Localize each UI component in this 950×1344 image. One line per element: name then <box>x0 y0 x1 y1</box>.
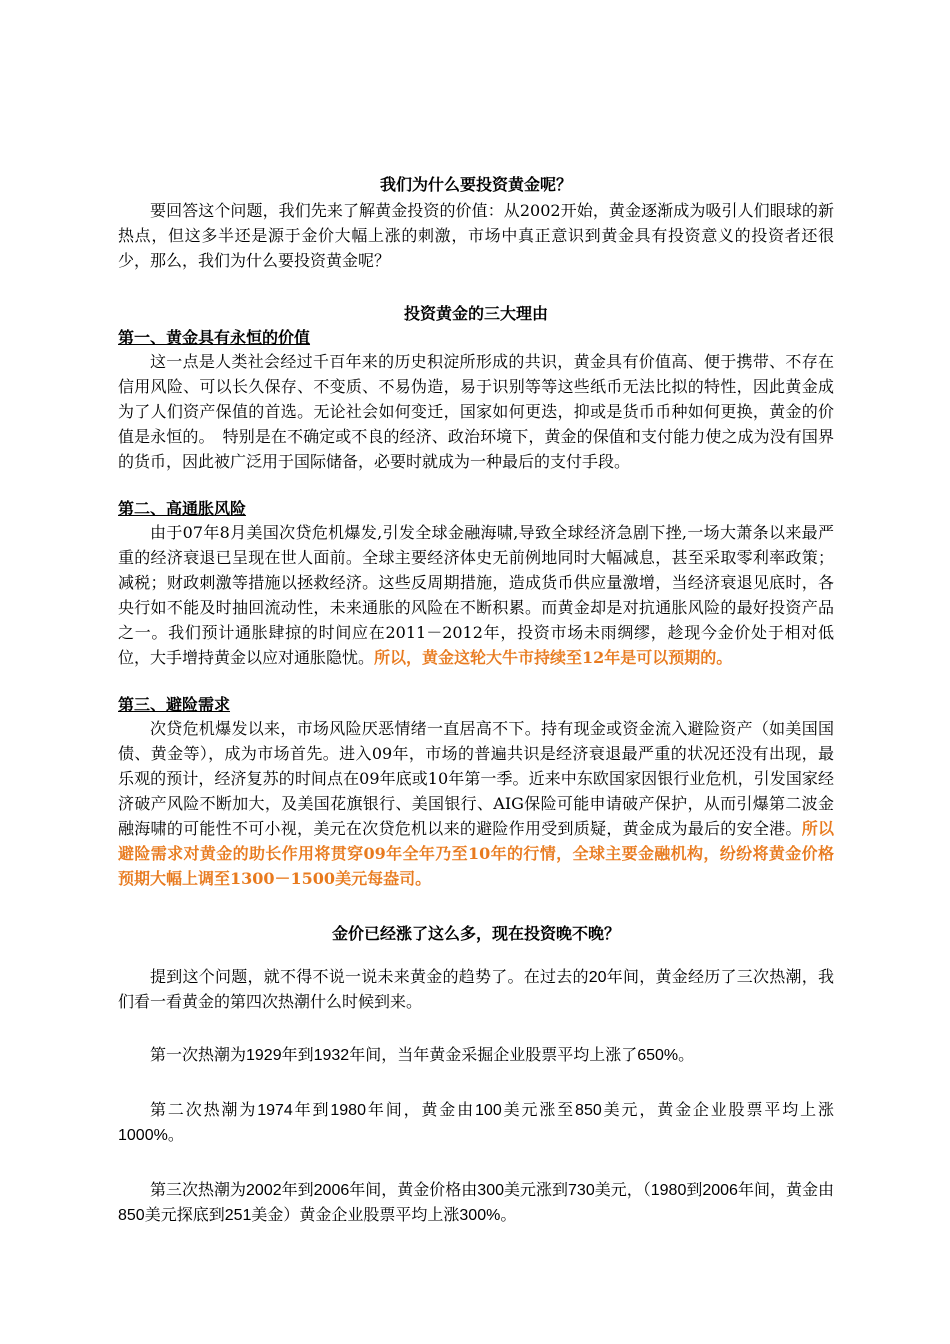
document-body <box>118 172 834 1228</box>
reason2-body: 由于07年8月美国次贷危机爆发,引发全球金融海啸,导致全球经济急剧下挫,一场大萧条以来最严重的经济衰退已呈现在世人面前。全球主要经济体史无前例地同时大幅减息，甚至采取零利率政策；减税；财政刺激等措施以拯救经济。这些反周期措施，造成货币供应量激增，当经济衰退见底时，各央行如不能及时抽回流动性，未来通胀的风险在不断积累。而黄金却是对抗通胀风险的最好投资产品之一。我们预计通胀肆掠的时间应在2011－2012年，投资市场未雨绸缪，趁现今金价处于相对低位，大手增持黄金以应对通胀隐忧。 <box>118 523 834 667</box>
late-title: 金价已经涨了这么多，现在投资晚不晚？ <box>331 924 620 943</box>
reasons-title: 投资黄金的三大理由 <box>403 304 548 323</box>
reason2-highlight: 所以，黄金这轮大牛市持续至12年是可以预期的。 <box>374 648 733 667</box>
reason1-heading: 第一、黄金具有永恒的价值 <box>118 328 311 347</box>
reason2-paragraph <box>118 520 834 670</box>
reason3-heading: 第三、避险需求 <box>118 695 231 714</box>
late-intro-paragraph: 提到这个问题，就不得不说一说未来黄金的趋势了。在过去的20年间，黄金经历了三次热潮，我们看一看黄金的第四次热潮什么时候到来。 <box>118 969 834 1011</box>
intro-paragraph: 要回答这个问题，我们先来了解黄金投资的价值：从2002开始，黄金逐渐成为吸引人们眼球的新热点，但这多半还是源于金价大幅上涨的刺激，市场中真正意识到黄金具有投资意义的投资者还很少，那么，我们为什么要投资黄金呢？ <box>118 201 834 270</box>
reason3-body: 次贷危机爆发以来，市场风险厌恶情绪一直居高不下。持有现金或资金流入避险资产（如美国国债、黄金等），成为市场首先。进入09年，市场的普遍共识是经济衰退最严重的状况还没有出现，最乐观的预计，经济复苏的时间点在09年底或10年第一季。近来中东欧国家因银行业危机，引发国家经济破产风险不断加大，及美国花旗银行、美国银行、AIG保险可能申请破产保护，从而引爆第二波金融海啸的可能性不可小视，美元在次贷危机以来的避险作用受到质疑，黄金成为最后的安全港。 <box>118 719 834 838</box>
reason3-paragraph <box>118 716 834 891</box>
wave1-paragraph: 第一次热潮为1929年到1932年间，当年黄金采掘企业股票平均上涨了650%。 <box>150 1047 695 1064</box>
reason1-body: 这一点是人类社会经过千百年来的历史积淀所形成的共识，黄金具有价值高、便于携带、不存在信用风险、可以长久保存、不变质、不易伪造，易于识别等等这些纸币无法比拟的特性，因此黄金成为了人们资产保值的首选。无论社会如何变迁，国家如何更迭，抑或是货币币种如何更换，黄金的价值是永恒的。 特别是在不确定或不良的经济、政治环境下，黄金的保值和支付能力使之成为没有国界的货币，因此被广泛用于国际储备，必要时就成为一种最后的支付手段。 <box>118 352 834 471</box>
reason3-highlight: 所以避险需求对黄金的助长作用将贯穿09年全年乃至10年的行情，全球主要金融机构，纷纷将黄金价格预期大幅上调至1300－1500美元每盎司。 <box>118 819 834 888</box>
reason2-heading: 第二、高通胀风险 <box>118 499 247 518</box>
main-title: 我们为什么要投资黄金呢？ <box>379 175 572 194</box>
wave2-paragraph: 第二次热潮为1974年到1980年间，黄金由100美元涨至850美元，黄金企业股票平均上涨1000%。 <box>118 1102 834 1144</box>
wave3-paragraph: 第三次热潮为2002年到2006年间，黄金价格由300美元涨到730美元，（1980到2006年间，黄金由850美元探底到251美金）黄金企业股票平均上涨300%。 <box>118 1182 834 1224</box>
